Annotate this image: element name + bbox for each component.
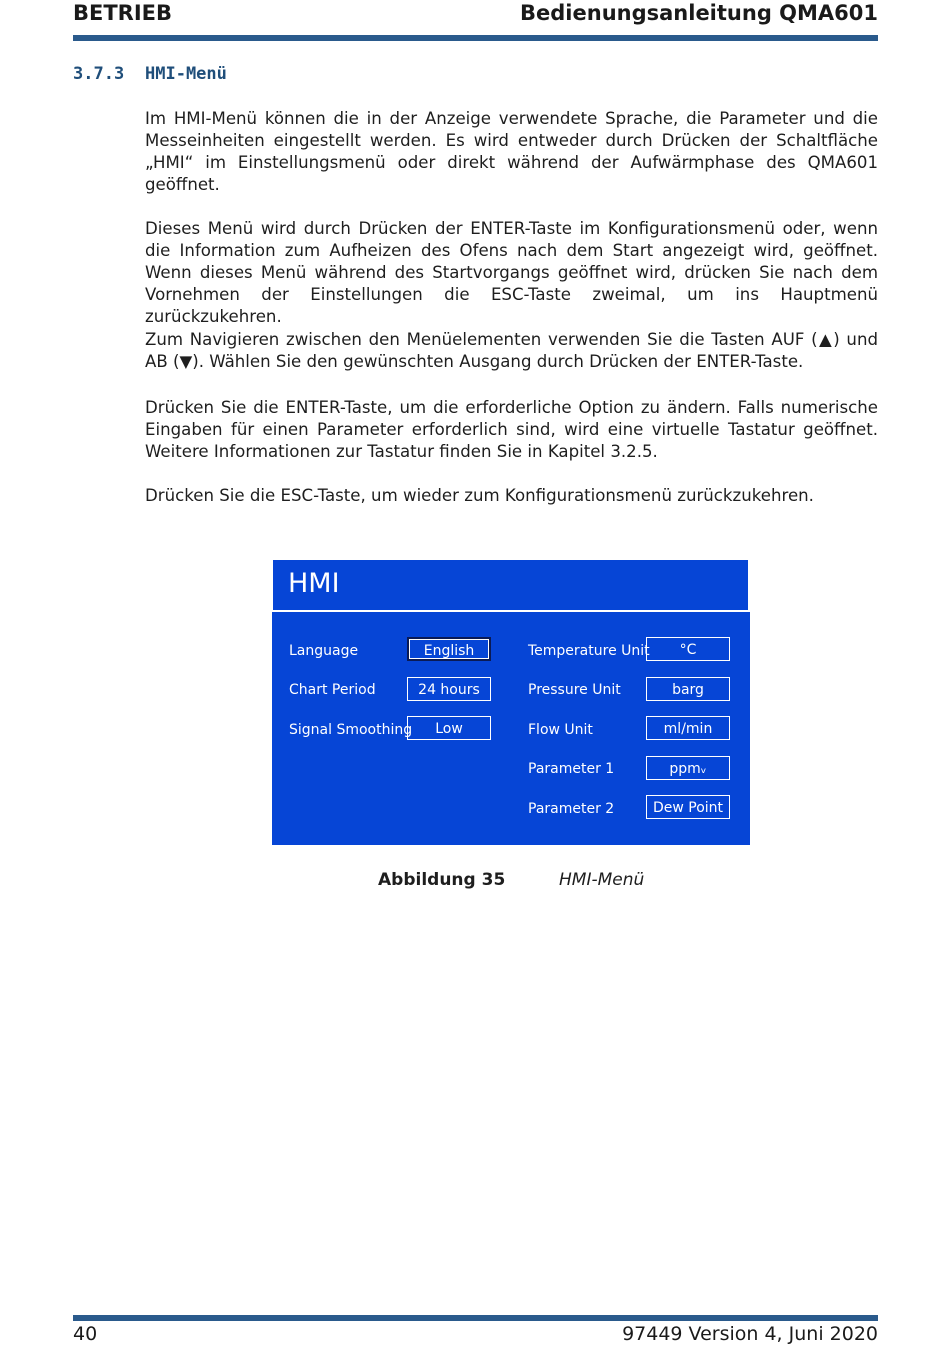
hmi-title: HMI [288, 568, 340, 599]
hmi-title-bar [273, 560, 748, 610]
paragraph-5: Drücken Sie die ESC-Taste, um wieder zum Konfigurationsmenü zurückzukehren. [145, 486, 814, 505]
footer-rule [73, 1315, 878, 1321]
paragraph-4: Drücken Sie die ENTER-Taste, um die erforderliche Option zu ändern. Falls numerische Eingaben für einen Parameter erforderlich sind, wird eine virtuelle Tastatur geöffnet. Weitere Informationen zur Tastatur finden Sie in Kapitel 3.2.5. [145, 398, 878, 461]
parameter-2-field[interactable]: Dew Point [646, 795, 730, 819]
header-rule [73, 35, 878, 41]
flow-unit-field[interactable]: ml/min [646, 716, 730, 740]
pressure-unit-label: Pressure Unit [528, 682, 621, 698]
temperature-unit-label: Temperature Unit [528, 643, 650, 659]
chart-period-label: Chart Period [289, 682, 376, 698]
document-version: 97449 Version 4, Juni 2020 [622, 1323, 878, 1345]
pressure-unit-field[interactable]: barg [646, 677, 730, 701]
language-label: Language [289, 643, 359, 659]
figure-caption-label: Abbildung 35 [378, 870, 506, 890]
figure-caption-text: HMI-Menü [559, 870, 645, 890]
chart-period-field[interactable]: 24 hours [407, 677, 491, 701]
paragraph-3: Zum Navigieren zwischen den Menüelementen verwenden Sie die Tasten AUF (▲) und AB (▼). Wählen Sie den gewünschten Ausgang durch Drücken der ENTER-Taste. [145, 330, 878, 371]
parameter-2-label: Parameter 2 [528, 801, 615, 817]
page-header [73, 0, 878, 30]
hmi-settings-panel [272, 612, 750, 845]
header-chapter: BETRIEB [73, 1, 173, 25]
parameter-1-field[interactable]: ppmᵥ [646, 756, 730, 780]
parameter-1-label: Parameter 1 [528, 761, 615, 777]
section-number: 3.7.3 [73, 64, 125, 84]
page-number: 40 [73, 1323, 98, 1345]
temperature-unit-field[interactable]: °C [646, 637, 730, 661]
signal-smoothing-label: Signal Smoothing [289, 722, 413, 738]
signal-smoothing-field[interactable]: Low [407, 716, 491, 740]
flow-unit-label: Flow Unit [528, 722, 593, 738]
paragraph-2: Dieses Menü wird durch Drücken der ENTER-Taste im Konfigurationsmenü oder, wenn die Information zum Aufheizen des Ofens nach dem Start angezeigt wird, geöffnet. Wenn dieses Menü während des Startvorgangs geöffnet wird, drücken Sie nach dem Vornehmen der Einstellungen die ESC-Taste zweimal, um ins Hauptmenü zurückzukehren. [145, 219, 878, 326]
language-field[interactable]: English [407, 637, 491, 661]
header-document-title: Bedienungsanleitung QMA601 [520, 1, 878, 25]
paragraph-1: Im HMI-Menü können die in der Anzeige verwendete Sprache, die Parameter und die Messeinheiten eingestellt werden. Es wird entweder durch Drücken der Schaltfläche „HMI“ im Einstellungsmenü oder direkt während der Aufwärmphase des QMA601 geöffnet. [145, 109, 878, 194]
section-title: HMI-Menü [145, 64, 227, 84]
